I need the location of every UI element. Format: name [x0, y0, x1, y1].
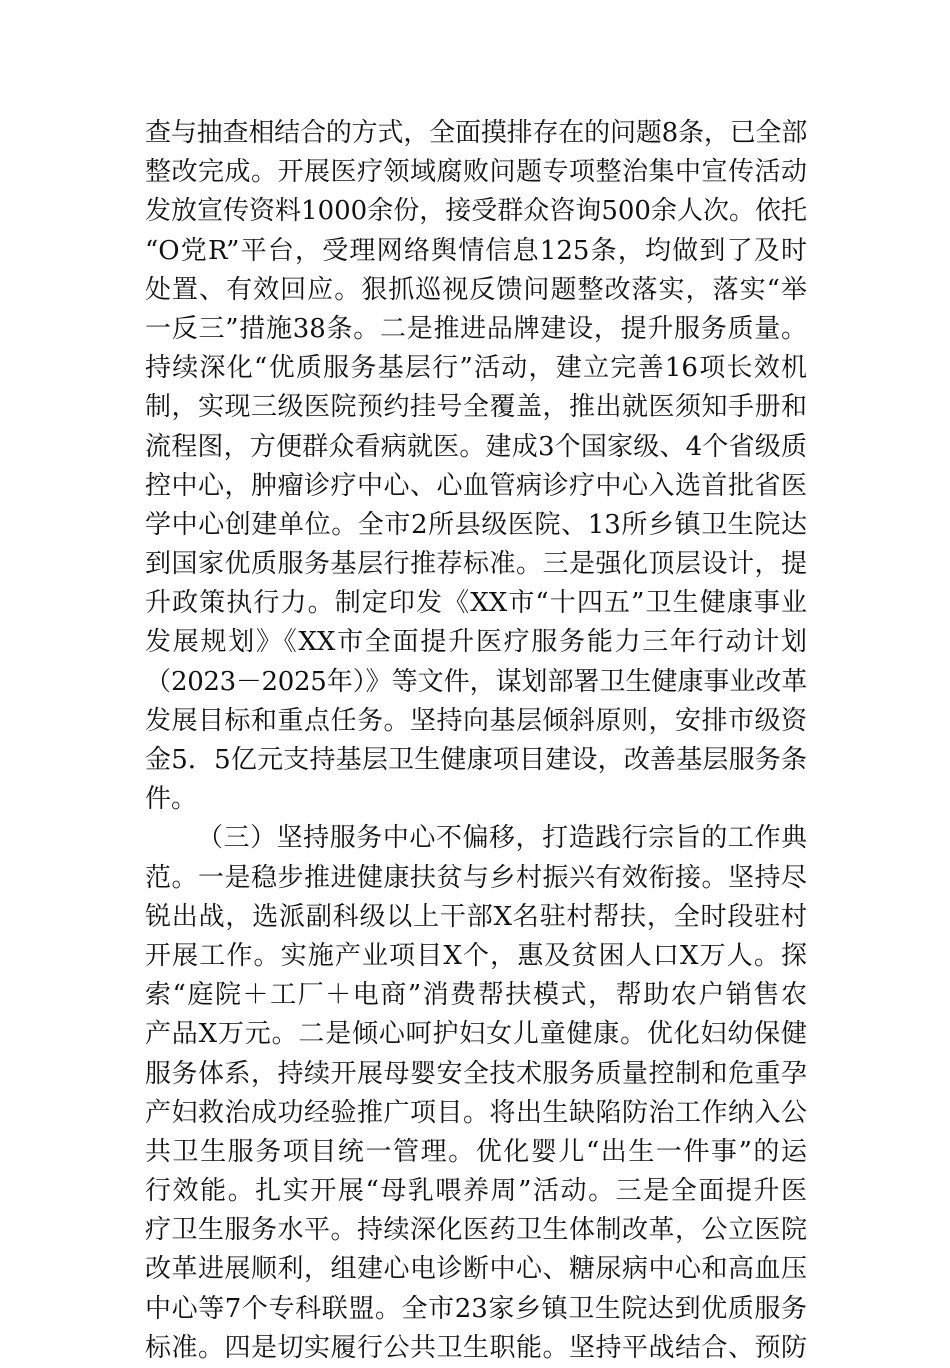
text-line: 学中心创建单位。全市2所县级医院、13所乡镇卫生院达 [145, 509, 807, 540]
text-line: 标准。四是切实履行公共卫生职能。坚持平战结合、预防 [145, 1332, 807, 1363]
text-line: 发展规划》《XX市全面提升医疗服务能力三年行动计划 [145, 627, 807, 658]
text-line: 中心等7个专科联盟。全市23家乡镇卫生院达到优质服务 [145, 1293, 807, 1324]
text-line: 制，实现三级医院预约挂号全覆盖，推出就医须知手册和 [145, 392, 807, 423]
text-line: 持续深化“优质服务基层行”活动，建立完善16项长效机 [145, 353, 807, 384]
text-line: 整改完成。开展医疗领域腐败问题专项整治集中宣传活动 [145, 157, 807, 188]
text-line: 控中心，肿瘤诊疗中心、心血管病诊疗中心入选首批省医 [145, 470, 807, 501]
text-line: “O党R”平台，受理网络舆情信息125条，均做到了及时 [145, 235, 807, 266]
text-line: 疗卫生服务水平。持续深化医药卫生体制改革，公立医院 [145, 1215, 807, 1246]
section-heading-line: （三）坚持服务中心不偏移，打造践行宗旨的工作典 [197, 823, 807, 854]
text-line: 件。 [145, 784, 198, 815]
text-line: 产妇救治成功经验推广项目。将出生缺陷防治工作纳入公 [145, 1097, 807, 1128]
text-line: 锐出战，选派副科级以上干部X名驻村帮扶，全时段驻村 [145, 901, 807, 932]
text-line: 处置、有效回应。狠抓巡视反馈问题整改落实，落实“举 [145, 274, 807, 305]
text-line: 到国家优质服务基层行推荐标准。三是强化顶层设计，提 [145, 549, 807, 580]
text-line: （2023－2025年）》等文件，谋划部署卫生健康事业改革 [145, 666, 807, 697]
text-line: 发放宣传资料1000余份，接受群众咨询500余人次。依托 [145, 196, 807, 227]
text-line: 金5．5亿元支持基层卫生健康项目建设，改善基层服务条 [145, 745, 807, 775]
text-line: 服务体系，持续开展母婴安全技术服务质量控制和危重孕 [145, 1058, 807, 1089]
text-line: 范。一是稳步推进健康扶贫与乡村振兴有效衔接。坚持尽 [145, 862, 807, 893]
text-line: 查与抽查相结合的方式，全面摸排存在的问题8条，已全部 [145, 118, 807, 148]
text-line: 索“庭院＋工厂＋电商”消费帮扶模式，帮助农户销售农 [145, 980, 807, 1011]
text-line: 行效能。扎实开展“母乳喂养周”活动。三是全面提升医 [145, 1176, 807, 1207]
text-line: 产品X万元。二是倾心呵护妇女儿童健康。优化妇幼保健 [145, 1019, 807, 1050]
text-line: 开展工作。实施产业项目X个，惠及贫困人口X万人。探 [145, 940, 807, 971]
body-text [145, 114, 807, 1368]
text-line: 流程图，方便群众看病就医。建成3个国家级、4个省级质 [145, 431, 807, 462]
text-line: 升政策执行力。制定印发《XX市“十四五”卫生健康事业 [145, 588, 807, 619]
text-line: 改革进展顺利，组建心电诊断中心、糖尿病中心和高血压 [145, 1254, 807, 1285]
text-line: 一反三”措施38条。二是推进品牌建设，提升服务质量。 [145, 313, 807, 344]
text-line: 共卫生服务项目统一管理。优化婴儿“出生一件事”的运 [145, 1136, 807, 1167]
text-line: 发展目标和重点任务。坚持向基层倾斜原则，安排市级资 [145, 705, 807, 736]
